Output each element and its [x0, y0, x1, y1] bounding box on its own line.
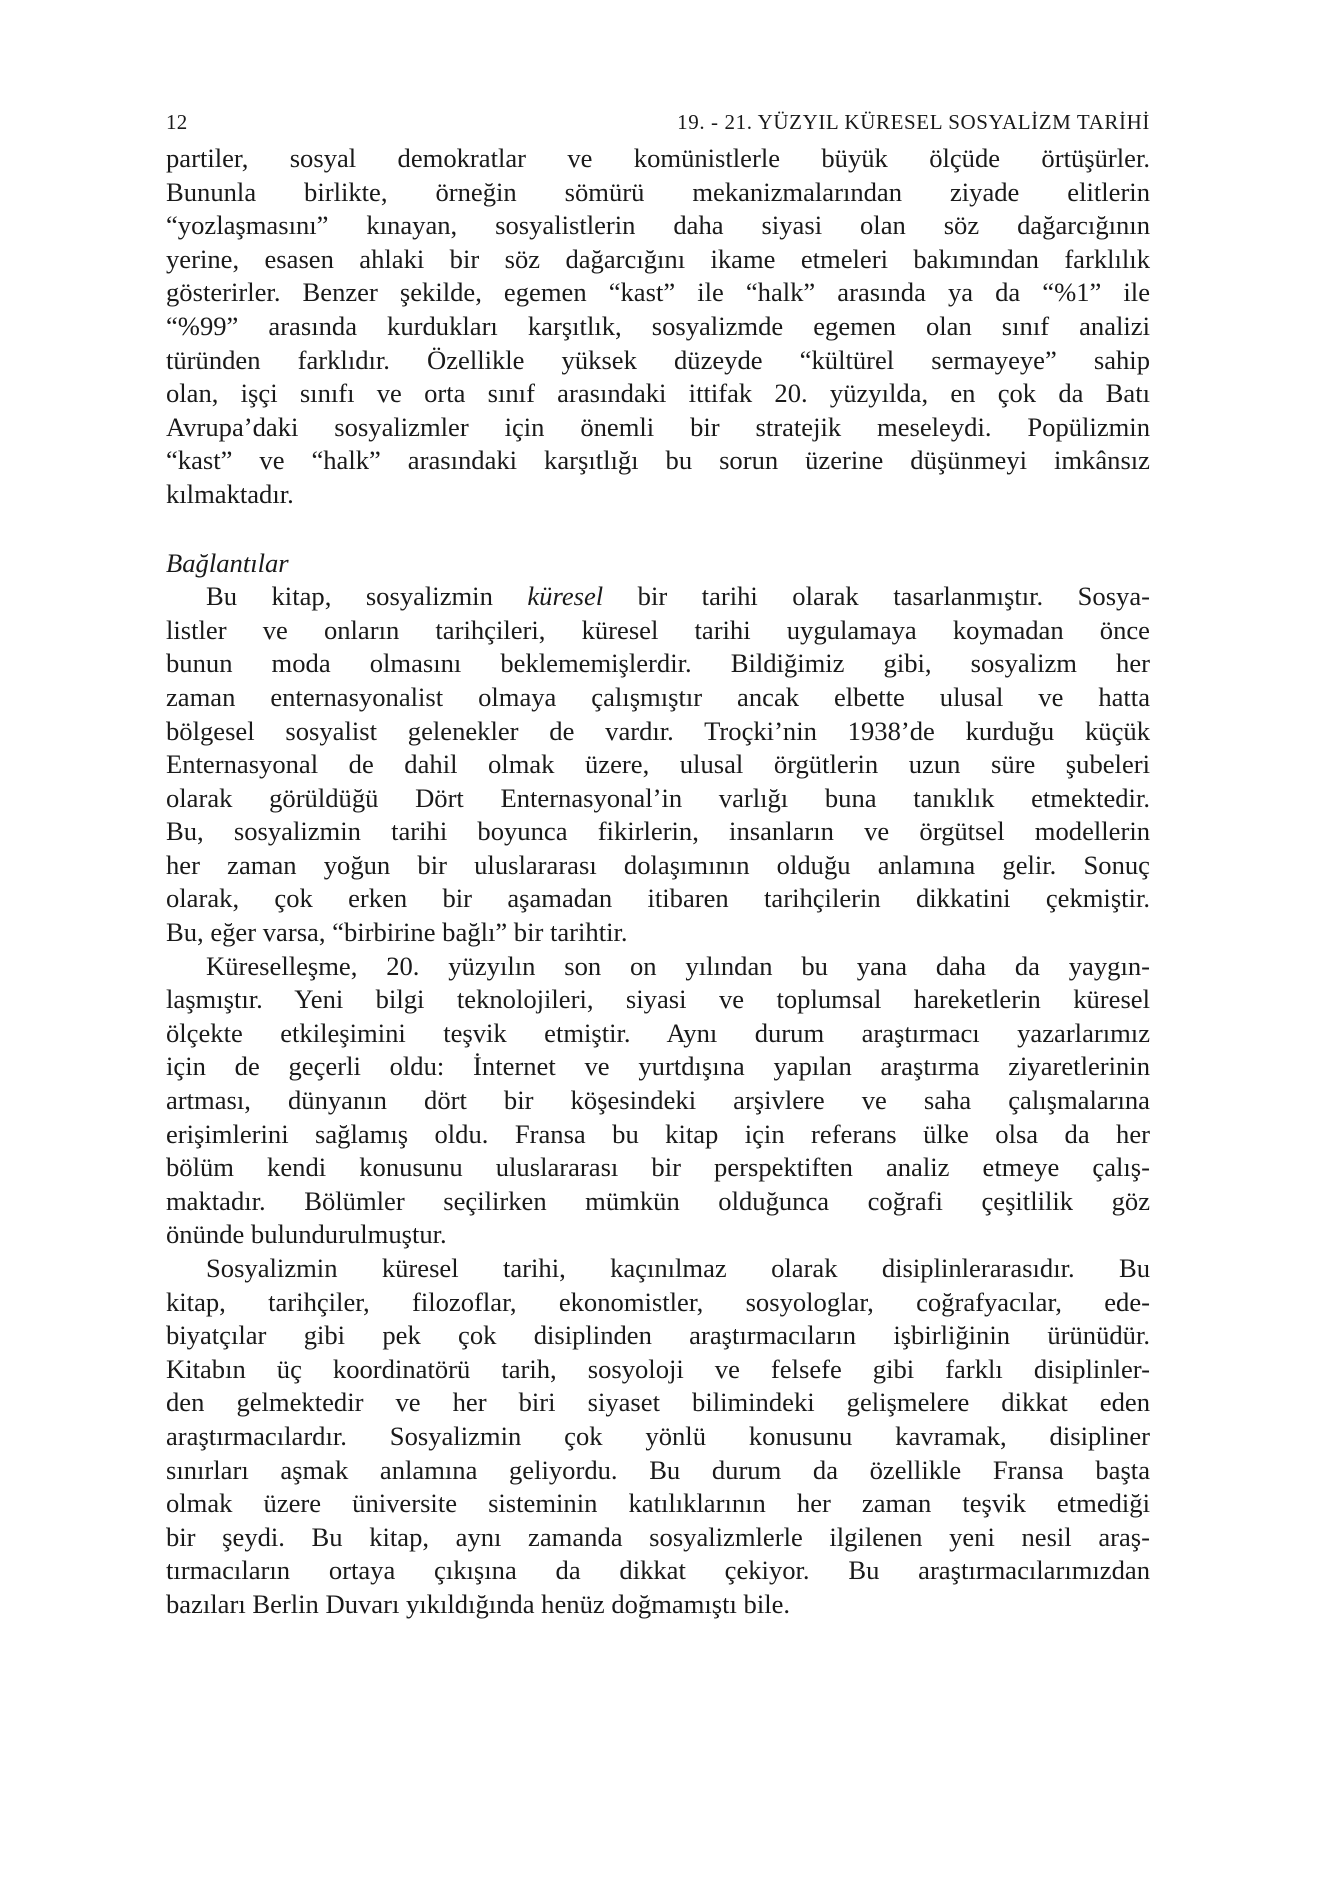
text-line-first	[166, 580, 1150, 614]
text-line: erişimlerini sağlamış oldu. Fransa bu kitap için referans ülke olsa da her	[166, 1118, 1150, 1149]
book-page	[166, 108, 1150, 1622]
text-line: olarak görüldüğü Dört Enternasyonal’in varlığı buna tanıklık etmektedir.	[166, 782, 1150, 813]
text-line: Kitabın üç koordinatörü tarih, sosyoloji ve felsefe gibi farklı disiplinler-	[166, 1353, 1150, 1384]
text-line: “kast” ve “halk” arasındaki karşıtlığı bu sorun üzerine düşünmeyi imkânsız	[166, 445, 1150, 476]
page-number: 12	[166, 110, 188, 134]
text-line: maktadır. Bölümler seçilirken mümkün olduğunca coğrafi çeşitlilik göz	[166, 1185, 1150, 1216]
running-head	[166, 108, 1150, 142]
text-line: bunun moda olmasını beklememişlerdir. Bildiğimiz gibi, sosyalizm her	[166, 648, 1150, 679]
text-line: Bu, eğer varsa, “birbirine bağlı” bir tarihtir.	[166, 917, 628, 948]
text-line-first: Sosyalizmin küresel tarihi, kaçınılmaz olarak disiplinlerarasıdır. Bu	[206, 1253, 1150, 1283]
text-line: olan, işçi sınıfı ve orta sınıf arasındaki ittifak 20. yüzyılda, en çok da Batı	[166, 378, 1150, 409]
text-line: her zaman yoğun bir uluslararası dolaşımının olduğu anlamına gelir. Sonuç	[166, 849, 1150, 880]
text-run: bir tarihi olarak tasarlanmıştır. Sosya-	[603, 581, 1151, 612]
text-line: bölüm kendi konusunu uluslararası bir perspektiften analiz etmeye çalış-	[166, 1152, 1150, 1183]
text-line: gösterirler. Benzer şekilde, egemen “kast” ile “halk” arasında ya da “%1” ile	[166, 277, 1150, 308]
text-line: kitap, tarihçiler, filozoflar, ekonomistler, sosyologlar, coğrafyacılar, ede-	[166, 1286, 1150, 1317]
text-line: biyatçılar gibi pek çok disiplinden araştırmacıların işbirliğinin ürünüdür.	[166, 1320, 1150, 1351]
text-line: tırmacıların ortaya çıkışına da dikkat çekiyor. Bu araştırmacılarımızdan	[166, 1555, 1150, 1586]
text-line: için de geçerli oldu: İnternet ve yurtdışına yapılan araştırma ziyaretlerinin	[166, 1051, 1150, 1082]
section-heading: Bağlantılar	[166, 547, 289, 578]
text-line: araştırmacılardır. Sosyalizmin çok yönlü konusunu kavramak, disipliner	[166, 1420, 1150, 1451]
body-text	[166, 142, 1150, 1622]
book-title: 19. - 21. YÜZYIL KÜRESEL SOSYALİZM TARİHİ	[677, 110, 1150, 134]
text-line: artması, dünyanın dört bir köşesindeki arşivlere ve saha çalışmalarına	[166, 1085, 1150, 1116]
text-line: den gelmektedir ve her biri siyaset bilimindeki gelişmelere dikkat eden	[166, 1387, 1150, 1418]
text-line: bir şeydi. Bu kitap, aynı zamanda sosyalizmlerle ilgilenen yeni nesil araş-	[166, 1521, 1150, 1552]
text-line: Avrupa’daki sosyalizmler için önemli bir stratejik meseleydi. Popülizmin	[166, 411, 1150, 442]
text-line: Bununla birlikte, örneğin sömürü mekanizmalarından ziyade elitlerin	[166, 176, 1150, 207]
text-line: listler ve onların tarihçileri, küresel tarihi uygulamaya koymadan önce	[166, 614, 1150, 645]
text-line-first: Küreselleşme, 20. yüzyılın son on yılından bu yana daha da yaygın-	[206, 950, 1150, 981]
paragraph-continuation	[166, 142, 1150, 512]
text-line: olmak üzere üniversite sisteminin katılıklarının her zaman teşvik etmediği	[166, 1488, 1150, 1519]
text-line: partiler, sosyal demokratlar ve komünistlerle büyük ölçüde örtüşürler.	[166, 143, 1150, 173]
text-line: önünde bulundurulmuştur.	[166, 1219, 447, 1250]
paragraph	[166, 950, 1150, 1252]
text-line: olarak, çok erken bir aşamadan itibaren tarihçilerin dikkatini çekmiştir.	[166, 883, 1150, 914]
paragraph	[166, 1252, 1150, 1622]
text-run: Bu kitap, sosyalizmin	[206, 581, 528, 612]
text-line: kılmaktadır.	[166, 478, 294, 509]
text-line: bölgesel sosyalist gelenekler de vardır. Troçki’nin 1938’de kurduğu küçük	[166, 715, 1150, 746]
text-line: Bu, sosyalizmin tarihi boyunca fikirlerin, insanların ve örgütsel modellerin	[166, 816, 1150, 847]
text-line: yerine, esasen ahlaki bir söz dağarcığını ikame etmeleri bakımından farklılık	[166, 243, 1150, 274]
text-line: laşmıştır. Yeni bilgi teknolojileri, siyasi ve toplumsal hareketlerin küresel	[166, 984, 1150, 1015]
text-line: bazıları Berlin Duvarı yıkıldığında henüz doğmamıştı bile.	[166, 1588, 791, 1619]
paragraph	[166, 580, 1150, 950]
emphasis-text: küresel	[527, 581, 604, 612]
text-line: Enternasyonal de dahil olmak üzere, ulusal örgütlerin uzun süre şubeleri	[166, 749, 1150, 780]
text-line: sınırları aşmak anlamına geliyordu. Bu durum da özellikle Fransa başta	[166, 1454, 1150, 1485]
text-line: ölçekte etkileşimini teşvik etmiştir. Aynı durum araştırmacı yazarlarımız	[166, 1017, 1150, 1048]
text-line: zaman enternasyonalist olmaya çalışmıştır ancak elbette ulusal ve hatta	[166, 681, 1150, 712]
text-line: türünden farklıdır. Özellikle yüksek düzeyde “kültürel sermayeye” sahip	[166, 344, 1150, 375]
text-line: “yozlaşmasını” kınayan, sosyalistlerin daha siyasi olan söz dağarcığının	[166, 210, 1150, 241]
text-line: “%99” arasında kurdukları karşıtlık, sosyalizmde egemen olan sınıf analizi	[166, 310, 1150, 341]
